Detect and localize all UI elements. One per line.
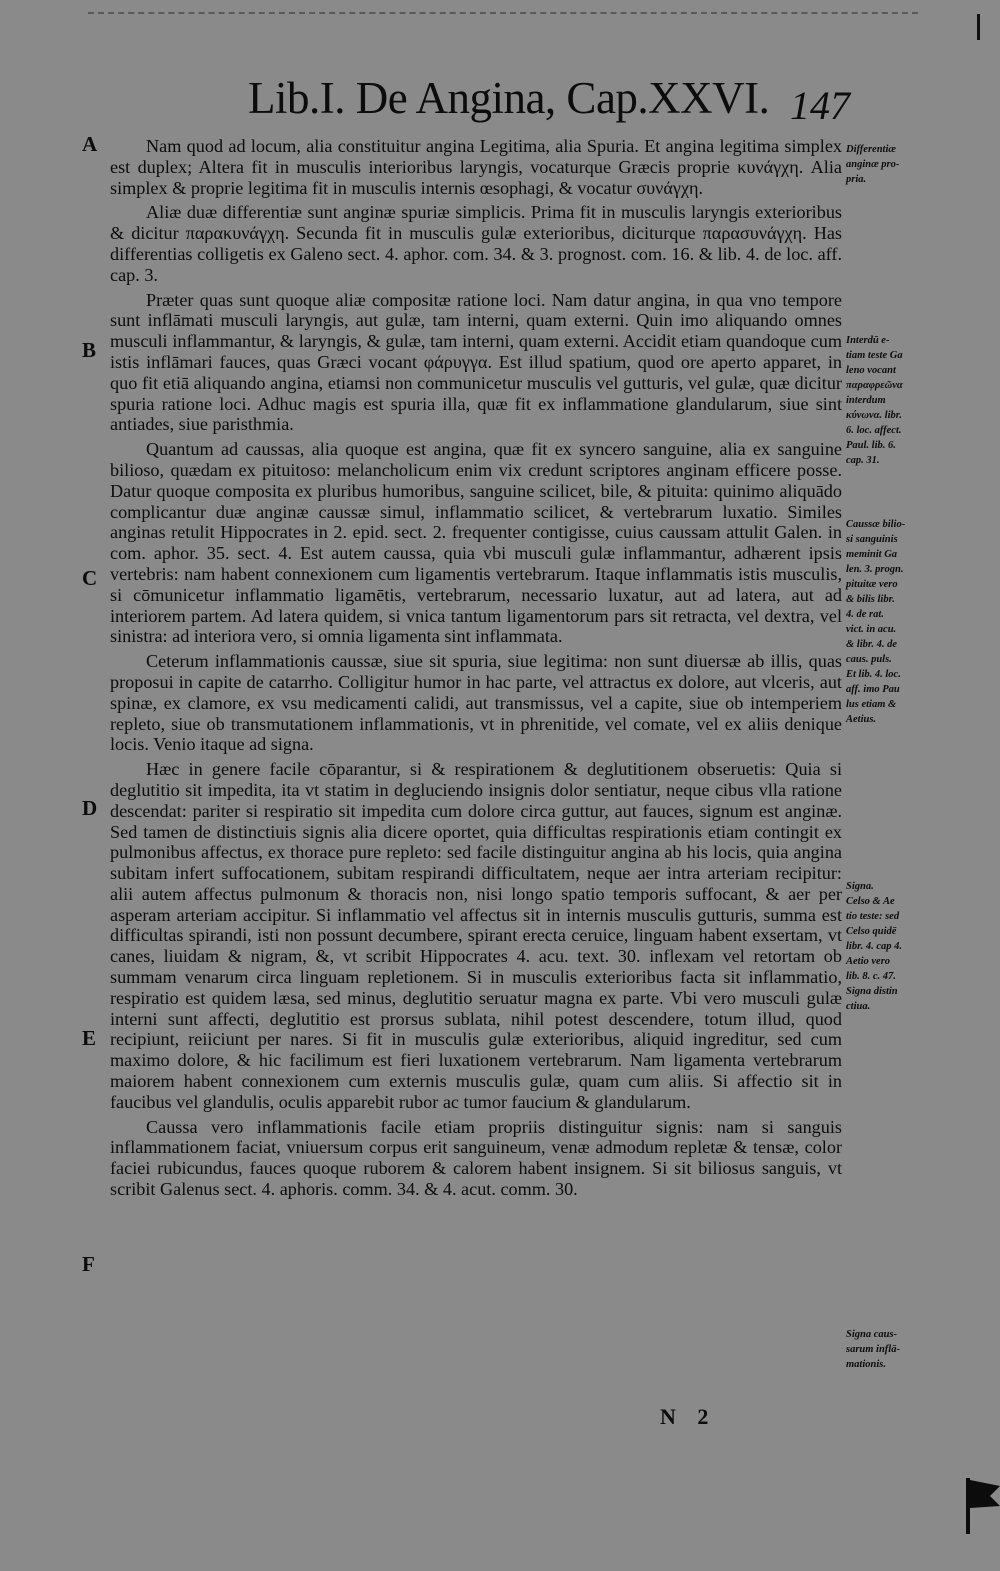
paragraph-locus: Nam quod ad locum, alia constituitur angina Legitima, alia Spuria. Et angina legitima simplex est duplex; Altera fit in musculis interioribus laryngis, vocaturque Græcis proprie κυνάγχη. Alia simplex & proprie legitima fit in musculis internis œsophagi, & vocatur συνάγχη. [110, 136, 842, 198]
section-letter-c: C [82, 566, 98, 590]
paragraph-caussae: Quantum ad caussas, alia quoque est angina, quæ fit ex syncero sanguine, alia ex sanguine bilioso, quædam ex pituitoso: melancholicum enim vix credunt scriptores anginam efficere posse. Datur quoque composita ex pluribus humoribus, sanguine scilicet, bile, & pituita: quinimo aliquādo complicantur duæ anginæ caussæ simul, inflammatio scilicet, & vertebrarum luxatio. Similes anginas retulit Hippocrates in 2. epid. sect. 2. frequenter contigisse, cuius caussam attulit Galen. in com. aphor. 35. sect. 4. Est autem caussa, quia vbi musculi gulæ inflammantur, adhærent ipsis vertebris: nam habent connexionem cum ligamentis vertebrarum. Itaque inflammatis istis musculis, si cōmunicetur inflammatio ligamētis, vertebrarum, necessario luxatur, aut ad latera, aut ad interiorem partem. Ad latera quidem, si vnica tantum ligamentorum pars sit retracta, vel dextra, vel sinistra: ad interiora vero, si omnia ligamenta sint inflammata. [110, 439, 842, 647]
page-number: 147 [790, 83, 850, 128]
section-letter-d: D [82, 796, 98, 820]
paragraph-differentiae: Aliæ duæ differentiæ sunt anginæ spuriæ simplicis. Prima fit in musculis laryngis exterioribus & dicitur παρακυνάγχη. Secunda fit in musculis gulæ exterioribus, diciturque παρασυνάγχη. Has differentias colligetis ex Galeno sect. 4. aphor. com. 34. & 3. prognost. com. 16. & lib. 4. de loc. aff. cap. 3. [110, 202, 842, 285]
right-edge-mark [977, 14, 980, 40]
main-text [110, 136, 842, 1204]
paragraph-inflammationis: Ceterum inflammationis caussæ, siue sit spuria, siue legitima: non sunt diuersæ ab illis, quas proposui in capite de catarrho. Colligitur humor in hac parte, vel attractus ex dolore, aut vlceris, aut spinæ, ex clamore, ex vsu medicamenti calidi, aut transmissus, vel a capite, siue ob intemperiem repleto, siue ob transmutationem inflammationis, vt in phrenitide, vel comate, vel ex aliis denique locis. Venio itaque ad signa. [110, 651, 842, 755]
paragraph-compositae: Præter quas sunt quoque aliæ compositæ ratione loci. Nam datur angina, in qua vno tempore sunt inflāmati musculi laryngis, aut gulæ, tam interni, quam externi. Quin imo aliquando omnes musculi inflammantur, & laryngis, & gulæ, tam interni, quam externi. Accidit etiam quandoque cum istis inflāmari fauces, quas Græci vocant φάρυγγα. Est illud spatium, quod ore aperto apparet, in quo fit etiā aliquando angina, etiamsi non communicetur musculis vel gutturis, vel gulæ, quæ dicitur spuria ratione loci. Adhuc magis est spuria illa, quæ fit ex inflammatione glandularum, siue sint antiades, siue paristhmia. [110, 289, 842, 435]
margin-note-signa: Signa. Celso & Ae tio teste: sed Celso quidē libr. 4. cap 4. Aetio vero lib. 8. c. 47. Signa distin ctiua. [846, 881, 903, 1012]
paragraph-caussa-signa: Caussa vero inflammationis facile etiam propriis distinguitur signis: nam si sanguis inflammationem faciat, vniuersum corpus erit sanguineum, venæ admodum repletæ & tensæ, color faciei rubicundus, fauces quoque ruborem & calorem habent insignem. Si sit biliosus sanguis, vt scribit Galenus sect. 4. aphoris. comm. 34. & 4. acut. comm. 30. [110, 1116, 842, 1200]
paragraph-signa: Hæc in genere facile cōparantur, si & respirationem & deglutitionem obseruetis: Quia si deglutitio sit impedita, ita vt statim in degluciendo insignis dolor sentiatur, neque cibus vlla ratione descendat: pariter si respiratio sit impedita cum dolore circa guttur, aut fauces, signum est anginæ. Sed tamen de distinctiuis signis alia dicere oportet, quia difficultas respirationis etiam contingit ex pulmonibus affectus, ex thorace pure repleto: sed facile distinguitur angina ab his locis, quia angina subitam infert suffocationem, subitam respirandi difficultatem, neque aer intra arteriam recipitur: alii autem affectus pulmonum & thoracis non, nisi longo spatio temporis suffocant, & aer per asperam arteriam accipitur. Si inflammatio vel affectus sit in internis musculis gutturis, summa est difficultas spirandi, isti non possunt decumbere, spirant erecta ceruice, linguam habent exsertam, vt canes, liuidam & nigram, &, vt scribit Hippocrates 4. acu. text. 30. inflexam vel retortam ob summam venarum circa linguam repletionem. Si in musculis exterioribus facta sit inflammatio, respiratio est quidem læsa, sed minus, deglutitio seruatur magna ex parte. Vbi vero musculi gulæ interni sunt affecti, deglutitio est prorsus sublata, nihil potest descendere, totum illud, quod recipiunt, reiiciunt per nares. Si fit in musculis gulæ exterioribus, aliquid ingreditur, sed cum maximo dolore, & hic facilimum est fieri luxationem vertebrarum. Nam ligamenta vertebrarum maiorem habent connexionem cum externis musculis gulæ, quam cum aliis. Si affectio sit in faucibus vel glandulis, oculis apparebit rubor ac tumor faucium & glandularum. [110, 759, 842, 1112]
signature-mark: N 2 [660, 1404, 717, 1429]
margin-note-caussae: Caussæ bilio- si sanguinis meminit Ga len. 3. progn. pituitæ vero & bilis libr. 4. de rat. vict. in acu. & libr. 4. de caus. puls. Et lib. 4. loc. aff. imo Pau lus etiam & Aetius. [846, 519, 906, 725]
section-letter-a: A [82, 132, 98, 156]
top-edge-marks [88, 12, 918, 22]
margin-note-signa-caussarum: Signa caus- sarum inflā- mationis. [846, 1329, 900, 1370]
section-letter-e: E [82, 1026, 97, 1050]
section-letter-f: F [82, 1252, 95, 1276]
margin-note-differentiae: Differentiæ anginæ pro- pria. [846, 144, 900, 185]
section-letter-b: B [82, 338, 97, 362]
running-title: Lib.I. De Angina, Cap.XXVI. [248, 73, 770, 123]
margin-note-interdum: Interdū e- tiam teste Ga leno vocant παραφρεῶνα interdum κύνωνα. libr. 6. loc. affect. Paul. lib. 6. cap. 31. [846, 335, 903, 466]
flag-icon [966, 1478, 1000, 1534]
